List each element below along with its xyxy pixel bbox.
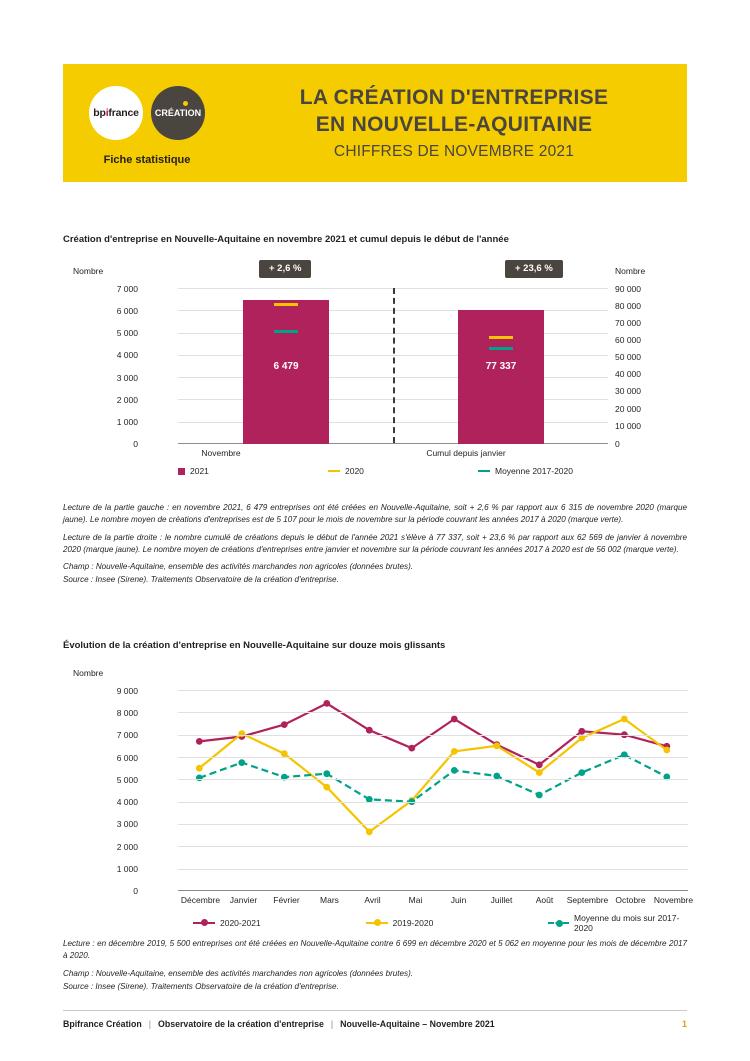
- header-title-area: [231, 64, 687, 182]
- legend-dash-yellow-icon: [328, 470, 340, 473]
- chart2-title: Évolution de la création d'entreprise en Nouvelle-Aquitaine sur douze mois glissants: [63, 640, 446, 651]
- series-point: [578, 728, 585, 735]
- chart1-right-tick-90000: 90 000: [615, 284, 641, 294]
- chart2-tick-5000: 5 000: [116, 775, 138, 785]
- header-banner: [63, 64, 687, 182]
- gridline: [178, 735, 688, 736]
- footer-separator-2: |: [330, 1019, 334, 1029]
- chart2-tick-2000: 2 000: [116, 842, 138, 852]
- xlabel-fevrier: Février: [273, 895, 300, 905]
- line-series-svg: [178, 690, 688, 891]
- chart1-left-tick-4000: 4 000: [116, 350, 138, 360]
- creation-logo: [151, 86, 205, 140]
- legend-label-2020: 2020: [345, 466, 364, 476]
- note-lecture-2: Lecture : en décembre 2019, 5 500 entreprises ont été créées en Nouvelle-Aquitaine contre 6 699 en décembre 2020 et 5 062 en moyenne pour les mois de décembre 2017 à 2020.: [63, 939, 687, 961]
- legend-square-icon: [178, 468, 185, 475]
- note-champ-2: Champ : Nouvelle-Aquitaine, ensemble des activités marchandes non agricoles (données brutes).: [63, 968, 414, 978]
- fiche-statistique-label: Fiche statistique: [103, 154, 191, 166]
- xlabel-mars: Mars: [320, 895, 339, 905]
- chart2-tick-4000: 4 000: [116, 797, 138, 807]
- note-lecture-gauche: Lecture de la partie gauche : en novembre 2021, 6 479 entreprises ont été créées en Nouvelle-Aquitaine, soit + 2,6 % par rapport aux 6 315 de novembre 2020 (marque jaune). Le nombre moyen de créations d'entreprises est de 5 107 pour le mois de novembre sur la période couvrant les années 2017 à 2020 (marque verte).: [63, 503, 687, 525]
- panel-divider: [393, 288, 395, 443]
- chart1-right-tick-80000: 80 000: [615, 301, 641, 311]
- footer-item-bpifrance: Bpifrance Création: [63, 1019, 142, 1029]
- bar-value-novembre: 6 479: [273, 361, 299, 372]
- chart1-left-tick-2000: 2 000: [116, 395, 138, 405]
- series-point: [578, 769, 585, 776]
- chart1-right-tick-40000: 40 000: [615, 369, 641, 379]
- marker-2020-novembre: [274, 303, 298, 306]
- series-point: [238, 759, 245, 766]
- chart1-left-tick-7000: 7 000: [116, 284, 138, 294]
- chart1-notes: [63, 502, 687, 592]
- series-point: [366, 727, 373, 734]
- legend-label-2021: 2021: [190, 466, 209, 476]
- series-point: [536, 792, 543, 799]
- chart1-left-tick-6000: 6 000: [116, 306, 138, 316]
- note-champ-1: Champ : Nouvelle-Aquitaine, ensemble des activités marchandes non agricoles (données brutes).: [63, 562, 414, 572]
- chart1-right-tick-10000: 10 000: [615, 421, 641, 431]
- gridline: [178, 690, 688, 691]
- legend-line-yellow-icon: [366, 922, 388, 925]
- xlabel-juillet: Juillet: [490, 895, 513, 905]
- xlabel-avril: Avril: [364, 895, 381, 905]
- bar-chart-plot: [178, 288, 608, 444]
- gridline: [178, 757, 688, 758]
- footer-item-observatoire: Observatoire de la création d'entreprise: [158, 1019, 324, 1029]
- chart2-notes: [63, 938, 687, 998]
- footer-page-number: 1: [681, 1019, 687, 1029]
- legend-label-moyenne: Moyenne 2017-2020: [495, 466, 573, 476]
- chart2-tick-3000: 3 000: [116, 819, 138, 829]
- logo-bp-prefix: bp: [93, 107, 106, 119]
- line-chart-plot: [178, 690, 688, 891]
- series-point: [196, 765, 203, 772]
- logo-bp-i: i: [105, 107, 109, 119]
- xlabel-janvier: Janvier: [229, 895, 258, 905]
- series-point: [238, 730, 245, 737]
- chart1-right-tick-0: 0: [615, 439, 620, 449]
- xlabel-novembre: Novembre: [653, 895, 694, 905]
- xlabel-octobre: Octobre: [615, 895, 646, 905]
- chart1-right-tick-30000: 30 000: [615, 386, 641, 396]
- marker-2020-cumul: [489, 336, 513, 339]
- note-source-1: Source : Insee (Sirene). Traitements Observatoire de la création d'entreprise.: [63, 575, 339, 585]
- chart1-right-tick-50000: 50 000: [615, 352, 641, 362]
- series-point: [493, 742, 500, 749]
- series-point: [536, 769, 543, 776]
- chart1-right-axis-label: Nombre: [615, 266, 646, 276]
- series-point: [323, 700, 330, 707]
- note-source-2: Source : Insee (Sirene). Traitements Observatoire de la création d'entreprise.: [63, 981, 339, 991]
- creation-logo-label: CRÉATION: [154, 108, 202, 118]
- page-title-line1: LA CRÉATION D'ENTREPRISE: [299, 86, 609, 110]
- series-point: [281, 721, 288, 728]
- badge-cumul-variation: + 23,6 %: [505, 260, 563, 278]
- chart2-tick-1000: 1 000: [116, 864, 138, 874]
- legend-label-moyenne-mois: Moyenne du mois sur 2017-2020: [573, 913, 680, 933]
- chart1-right-tick-70000: 70 000: [615, 318, 641, 328]
- chart2-tick-6000: 6 000: [116, 753, 138, 763]
- xlabel-mai: Mai: [408, 895, 423, 905]
- xlabel-septembre: Septembre: [566, 895, 609, 905]
- page-subtitle: CHIFFRES DE NOVEMBRE 2021: [333, 142, 575, 160]
- marker-moyenne-cumul: [489, 347, 513, 350]
- chart2-legend: [193, 913, 693, 933]
- series-point: [451, 748, 458, 755]
- gridline: [178, 846, 688, 847]
- legend-item-2020: [328, 466, 478, 476]
- chart1-left-tick-5000: 5 000: [116, 328, 138, 338]
- bar-chart-container: [63, 258, 687, 490]
- legend-item-2020-2021: [193, 913, 366, 933]
- gridline: [178, 869, 688, 870]
- chart1-legend: [178, 466, 608, 476]
- creation-logo-dot-icon: [183, 101, 188, 106]
- series-point: [323, 770, 330, 777]
- marker-moyenne-novembre: [274, 330, 298, 333]
- legend-label-2020-2021: 2020-2021: [220, 918, 261, 928]
- bpifrance-logo: [89, 86, 143, 140]
- legend-label-2019-2020: 2019-2020: [392, 918, 434, 928]
- series-point: [366, 828, 373, 835]
- chart1-title: Création d'entreprise en Nouvelle-Aquitaine en novembre 2021 et cumul depuis le début de l'année: [63, 234, 509, 245]
- chart1-left-axis-label: Nombre: [73, 266, 104, 276]
- series-point: [323, 784, 330, 791]
- chart2-axis-label: Nombre: [73, 668, 104, 678]
- series-point: [663, 747, 670, 754]
- legend-item-2021: [178, 466, 328, 476]
- series-point: [408, 745, 415, 752]
- chart1-left-tick-3000: 3 000: [116, 373, 138, 383]
- bar-2021-cumul: [458, 310, 544, 444]
- legend-dash-green-icon: [478, 470, 490, 473]
- logo-bp-suffix: france: [108, 107, 139, 119]
- xlabel-decembre: Décembre: [180, 895, 221, 905]
- legend-line-pink-icon: [193, 922, 215, 925]
- note-lecture-droite: Lecture de la partie droite : le nombre cumulé de créations depuis le début de l'année 2021 s'élève à 77 337, soit + 23,6 % par rapport aux 62 569 de janvier à novembre 2020 (marque jaune). Le nombre moyen de créations d'entreprises entre janvier et novembre sur la période couvrant les années 2017 à 2020 est de 56 002 (marque verte).: [63, 532, 687, 554]
- series-line-1: [199, 719, 667, 832]
- chart1-left-tick-0: 0: [133, 439, 138, 449]
- series-point: [621, 716, 628, 723]
- gridline: [178, 802, 688, 803]
- series-point: [196, 738, 203, 745]
- series-point: [451, 716, 458, 723]
- footer-item-region-date: Nouvelle-Aquitaine – Novembre 2021: [340, 1019, 495, 1029]
- badge-novembre-variation: + 2,6 %: [259, 260, 311, 278]
- page-footer: [63, 1010, 687, 1029]
- chart1-right-tick-60000: 60 000: [615, 335, 641, 345]
- xlabel-juin: Juin: [450, 895, 467, 905]
- gridline: [178, 712, 688, 713]
- series-point: [536, 761, 543, 768]
- chart2-tick-9000: 9 000: [116, 686, 138, 696]
- chart2-tick-8000: 8 000: [116, 708, 138, 718]
- legend-item-moyenne-mois: [548, 913, 693, 933]
- bar-value-cumul: 77 337: [485, 361, 517, 372]
- chart1-right-tick-20000: 20 000: [615, 404, 641, 414]
- xlabel-aout: Août: [535, 895, 554, 905]
- legend-item-2019-2020: [366, 913, 548, 933]
- line-chart-container: [63, 664, 694, 933]
- gridline: [178, 824, 688, 825]
- logo-group: [89, 86, 205, 140]
- category-label-novembre: Novembre: [201, 448, 241, 458]
- header-logo-area: [63, 64, 231, 182]
- series-line-2: [199, 755, 667, 802]
- gridline: [178, 779, 688, 780]
- chart2-tick-7000: 7 000: [116, 730, 138, 740]
- legend-line-green-icon: [548, 922, 569, 924]
- category-label-cumul: Cumul depuis janvier: [426, 448, 506, 458]
- chart1-left-tick-1000: 1 000: [116, 417, 138, 427]
- footer-separator-1: |: [148, 1019, 151, 1029]
- page-title-line2: EN NOUVELLE-AQUITAINE: [315, 113, 593, 136]
- chart2-tick-0: 0: [133, 886, 138, 896]
- legend-item-moyenne: [478, 466, 573, 476]
- series-point: [451, 767, 458, 774]
